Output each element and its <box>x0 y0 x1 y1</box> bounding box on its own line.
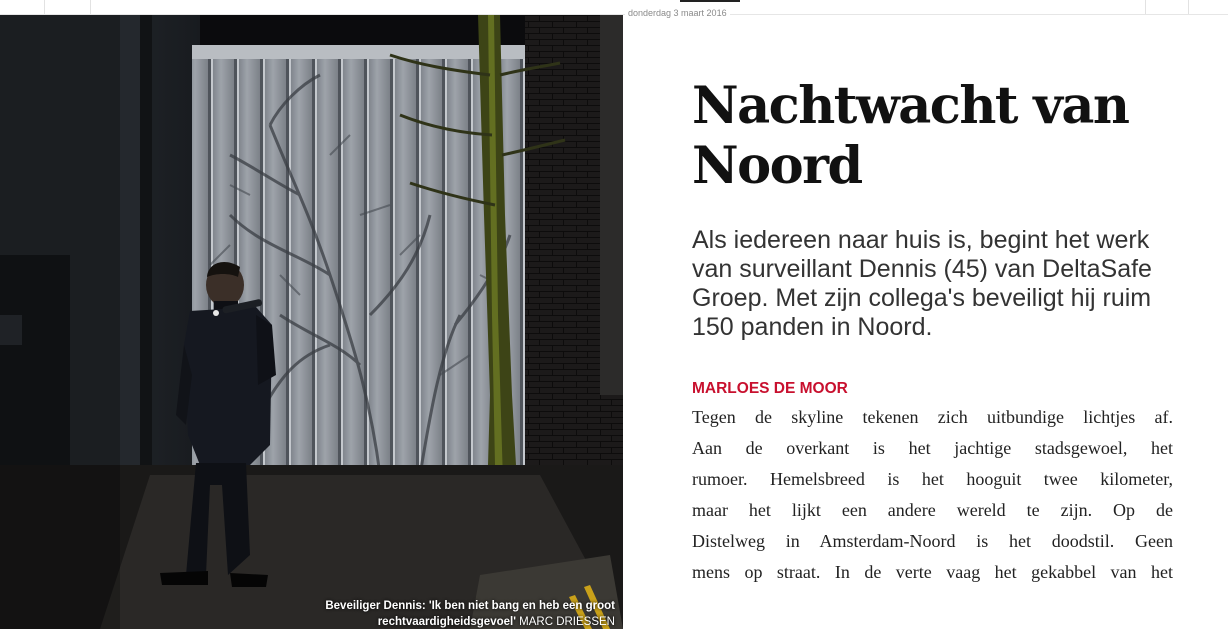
toolbar-divider <box>1145 0 1146 14</box>
body-line: Distelweg in Amsterdam-Noord is het doodstil. Geen <box>692 531 1173 551</box>
article-body <box>692 402 1173 588</box>
publication-date: donderdag 3 maart 2016 <box>625 8 730 19</box>
article-author[interactable]: MARLOES DE MOOR <box>692 380 848 397</box>
body-line: rumoer. Hemelsbreed is het hooguit twee kilometer, <box>692 469 1173 489</box>
toolbar-divider <box>90 0 91 14</box>
body-line: maar het lijkt een andere wereld te zijn. Op de <box>692 500 1173 520</box>
photo-caption <box>243 598 615 629</box>
body-line: Tegen de skyline tekenen zich uitbundige lichtjes af. <box>692 407 1173 427</box>
body-line: mens op straat. In de verte vaag het gekabbel van het <box>692 562 1173 582</box>
headline-line-1: Nachtwacht van <box>692 76 1129 136</box>
night-guard-illustration <box>0 15 623 629</box>
headline-line-2: Noord <box>692 136 862 196</box>
toolbar-divider <box>44 0 45 14</box>
toolbar-divider <box>1188 0 1189 14</box>
body-line: Aan de overkant is het jachtige stadsgewoel, het <box>692 438 1173 458</box>
caption-text: Beveiliger Dennis: 'Ik ben niet bang en heb een groot rechtvaardigheidsgevoel' <box>325 600 615 628</box>
article-intro: Als iedereen naar huis is, begint het werk van surveillant Dennis (45) van DeltaSafe Groep. Met zijn collega's beveiligt hij ruim 150 panden in Noord. <box>692 226 1152 341</box>
photo-credit: MARC DRIESSEN <box>519 616 615 628</box>
active-tab-indicator <box>680 0 740 2</box>
article-photo[interactable] <box>0 15 623 629</box>
article-headline <box>692 76 1192 196</box>
top-toolbar <box>0 0 1228 15</box>
